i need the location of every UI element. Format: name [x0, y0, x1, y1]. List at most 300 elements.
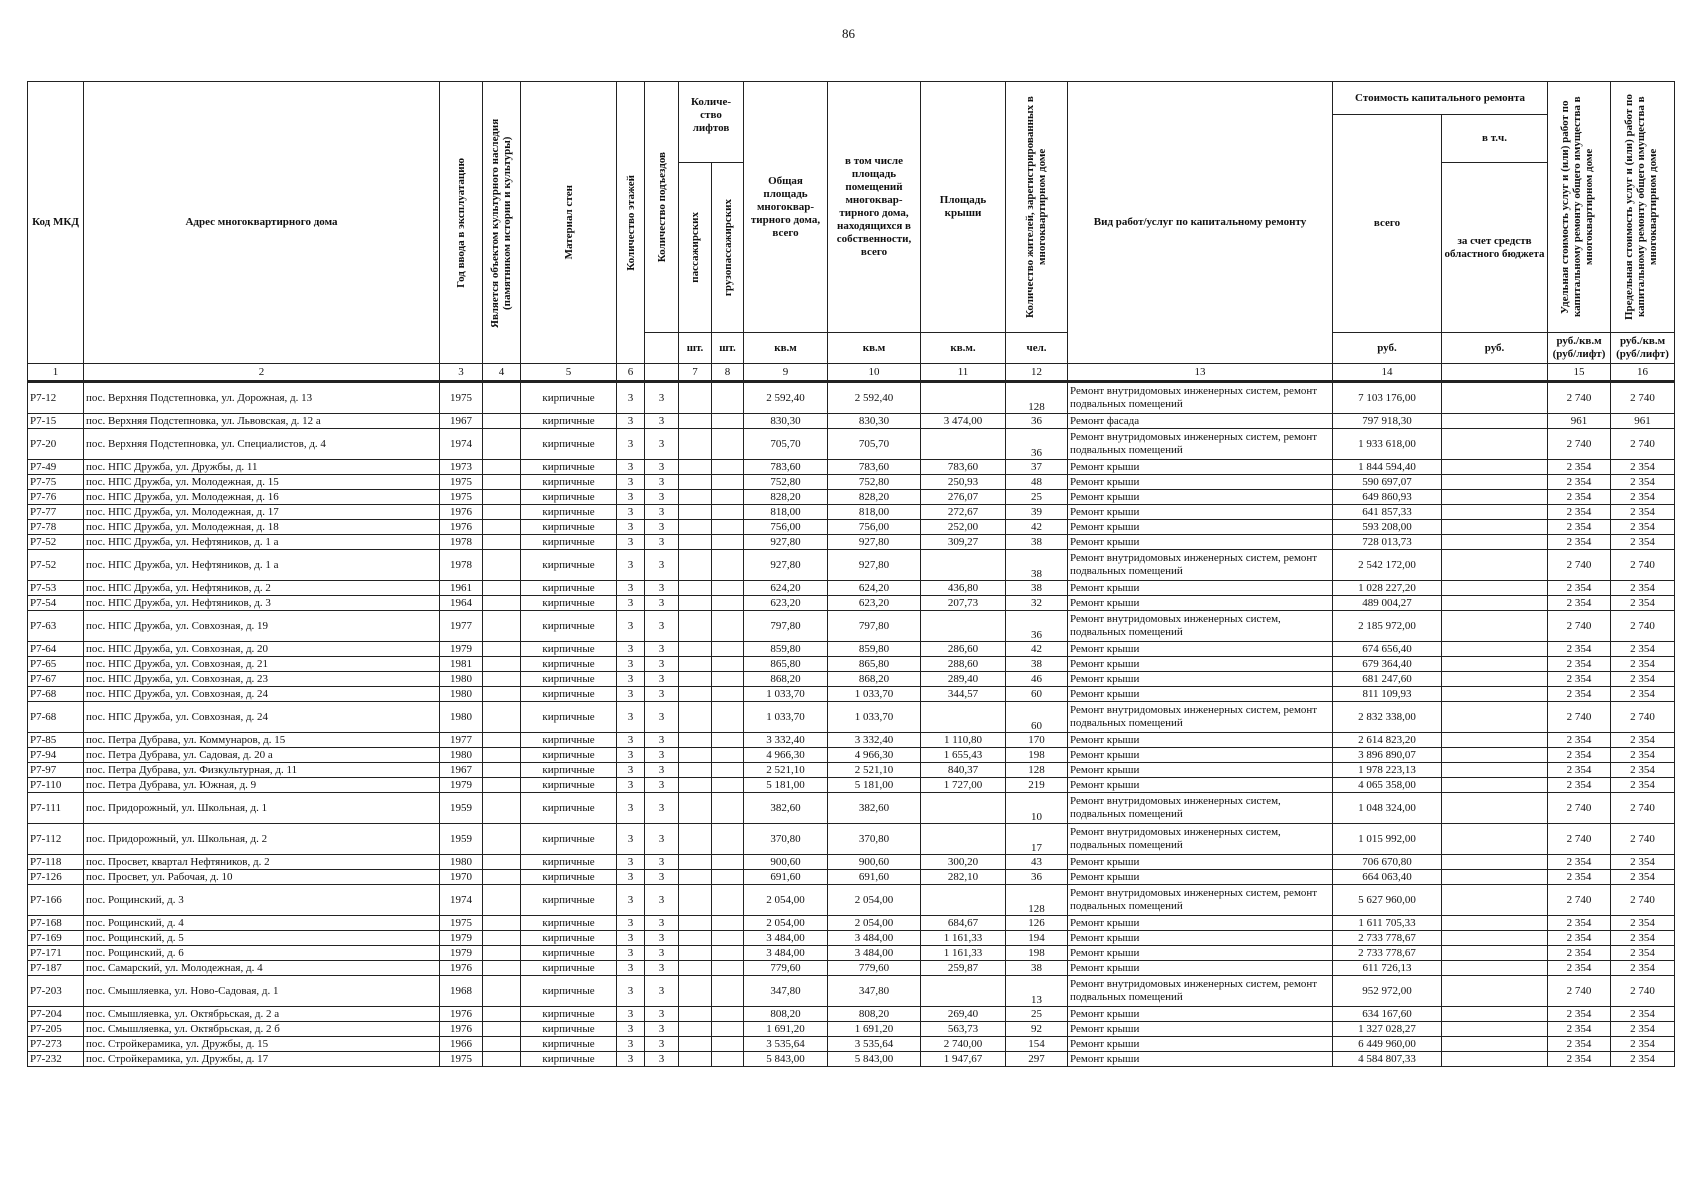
cell-work-type: Ремонт внутридомовых инженерных систем, ремонт подвальных помещений: [1068, 885, 1333, 916]
cell-residents: 194: [1006, 931, 1068, 946]
cell-address: пос. НПС Дружба, ул. Молодежная, д. 16: [84, 490, 440, 505]
cell-floors: 3: [617, 1052, 645, 1067]
cell-unit-cost: 2 354: [1548, 460, 1611, 475]
cell-lifts-pass: [679, 1007, 712, 1022]
table-row: [28, 946, 1675, 961]
cell-lifts-cargo: [712, 429, 744, 460]
cell-lifts-pass: [679, 505, 712, 520]
cell-cost-regional: [1442, 763, 1548, 778]
cell-material: кирпичные: [521, 855, 617, 870]
repair-register-table: [27, 81, 1675, 1067]
cell-roof-area: 282,10: [921, 870, 1006, 885]
cell-max-cost: 2 740: [1611, 885, 1675, 916]
table-row: [28, 748, 1675, 763]
cell-code: Р7-204: [28, 1007, 84, 1022]
cell-max-cost: 2 354: [1611, 1022, 1675, 1037]
cell-code: Р7-112: [28, 824, 84, 855]
cell-total-area: 900,60: [744, 855, 828, 870]
cell-total-area: 797,80: [744, 611, 828, 642]
cell-address: пос. НПС Дружба, ул. Нефтяников, д. 3: [84, 596, 440, 611]
cell-cost-regional: [1442, 961, 1548, 976]
cell-owned-area: 624,20: [828, 581, 921, 596]
cell-cost-regional: [1442, 1007, 1548, 1022]
cell-cost-regional: [1442, 490, 1548, 505]
cell-total-area: 3 332,40: [744, 733, 828, 748]
cell-roof-area: [921, 702, 1006, 733]
cell-floors: 3: [617, 763, 645, 778]
cell-unit-cost: 2 354: [1548, 916, 1611, 931]
cell-max-cost: 2 354: [1611, 733, 1675, 748]
cell-unit-cost: 2 740: [1548, 382, 1611, 414]
cell-work-type: Ремонт внутридомовых инженерных систем, подвальных помещений: [1068, 611, 1333, 642]
table-row: [28, 778, 1675, 793]
cell-max-cost: 2 354: [1611, 961, 1675, 976]
cell-floors: 3: [617, 460, 645, 475]
cell-material: кирпичные: [521, 870, 617, 885]
cell-residents: 10: [1006, 793, 1068, 824]
table-row: [28, 1007, 1675, 1022]
cell-roof-area: 252,00: [921, 520, 1006, 535]
cell-unit-cost: 2 354: [1548, 855, 1611, 870]
cell-floors: 3: [617, 702, 645, 733]
cell-lifts-cargo: [712, 505, 744, 520]
cell-residents: 38: [1006, 535, 1068, 550]
table-row: [28, 382, 1675, 414]
cell-address: пос. Стройкерамика, ул. Дружбы, д. 17: [84, 1052, 440, 1067]
cell-material: кирпичные: [521, 505, 617, 520]
cell-heritage: [483, 916, 521, 931]
cell-material: кирпичные: [521, 946, 617, 961]
cell-residents: 37: [1006, 460, 1068, 475]
cell-unit-cost: 2 354: [1548, 946, 1611, 961]
cell-heritage: [483, 946, 521, 961]
cell-work-type: Ремонт внутридомовых инженерных систем, ремонт подвальных помещений: [1068, 429, 1333, 460]
cell-max-cost: 2 354: [1611, 748, 1675, 763]
cell-max-cost: 2 354: [1611, 475, 1675, 490]
cell-cost-total: 2 542 172,00: [1333, 550, 1442, 581]
cell-lifts-pass: [679, 916, 712, 931]
cell-material: кирпичные: [521, 382, 617, 414]
cell-code: Р7-68: [28, 702, 84, 733]
cell-lifts-cargo: [712, 672, 744, 687]
cell-entrances: 3: [645, 946, 679, 961]
cell-roof-area: 436,80: [921, 581, 1006, 596]
cell-owned-area: 2 592,40: [828, 382, 921, 414]
cell-cost-regional: [1442, 885, 1548, 916]
cell-roof-area: [921, 429, 1006, 460]
cell-code: Р7-78: [28, 520, 84, 535]
cell-work-type: Ремонт внутридомовых инженерных систем, ремонт подвальных помещений: [1068, 976, 1333, 1007]
cell-cost-regional: [1442, 460, 1548, 475]
cell-unit-cost: 2 354: [1548, 520, 1611, 535]
cell-heritage: [483, 1022, 521, 1037]
cell-code: Р7-12: [28, 382, 84, 414]
cell-lifts-pass: [679, 382, 712, 414]
cell-code: Р7-205: [28, 1022, 84, 1037]
cell-cost-total: 3 896 890,07: [1333, 748, 1442, 763]
cell-cost-total: 674 656,40: [1333, 642, 1442, 657]
column-number: 3: [440, 364, 483, 382]
cell-cost-regional: [1442, 1052, 1548, 1067]
cell-cost-regional: [1442, 1037, 1548, 1052]
table-row: [28, 520, 1675, 535]
cell-lifts-pass: [679, 961, 712, 976]
cell-year: 1961: [440, 581, 483, 596]
table-row: [28, 702, 1675, 733]
cell-cost-total: 489 004,27: [1333, 596, 1442, 611]
header-code: Код МКД: [28, 82, 84, 364]
cell-code: Р7-53: [28, 581, 84, 596]
cell-year: 1981: [440, 657, 483, 672]
cell-roof-area: 269,40: [921, 1007, 1006, 1022]
cell-owned-area: 3 535,64: [828, 1037, 921, 1052]
table-row: [28, 763, 1675, 778]
header-lifts-pass: пассажирских: [679, 163, 712, 333]
cell-entrances: 3: [645, 550, 679, 581]
cell-total-area: 691,60: [744, 870, 828, 885]
cell-entrances: 3: [645, 1007, 679, 1022]
cell-unit-cost: 2 354: [1548, 672, 1611, 687]
cell-total-area: 1 033,70: [744, 702, 828, 733]
cell-address: пос. НПС Дружба, ул. Совхозная, д. 23: [84, 672, 440, 687]
cell-cost-regional: [1442, 702, 1548, 733]
column-number: 1: [28, 364, 84, 382]
cell-code: Р7-118: [28, 855, 84, 870]
cell-material: кирпичные: [521, 931, 617, 946]
cell-heritage: [483, 657, 521, 672]
cell-floors: 3: [617, 733, 645, 748]
cell-cost-regional: [1442, 931, 1548, 946]
cell-address: пос. Рощинский, д. 6: [84, 946, 440, 961]
cell-cost-regional: [1442, 946, 1548, 961]
cell-material: кирпичные: [521, 550, 617, 581]
cell-material: кирпичные: [521, 1022, 617, 1037]
cell-roof-area: 289,40: [921, 672, 1006, 687]
cell-max-cost: 2 354: [1611, 490, 1675, 505]
cell-roof-area: [921, 611, 1006, 642]
cell-unit-cost: 2 354: [1548, 763, 1611, 778]
cell-cost-total: 590 697,07: [1333, 475, 1442, 490]
cell-heritage: [483, 733, 521, 748]
cell-lifts-cargo: [712, 824, 744, 855]
cell-max-cost: 2 354: [1611, 581, 1675, 596]
cell-lifts-pass: [679, 824, 712, 855]
cell-code: Р7-94: [28, 748, 84, 763]
cell-lifts-cargo: [712, 763, 744, 778]
cell-address: пос. НПС Дружба, ул. Совхозная, д. 19: [84, 611, 440, 642]
cell-lifts-cargo: [712, 778, 744, 793]
cell-heritage: [483, 702, 521, 733]
cell-floors: 3: [617, 657, 645, 672]
cell-cost-total: 634 167,60: [1333, 1007, 1442, 1022]
header-lifts-cargo: грузопассажирских: [712, 163, 744, 333]
cell-unit-cost: 2 354: [1548, 505, 1611, 520]
cell-unit-cost: 2 740: [1548, 611, 1611, 642]
cell-lifts-pass: [679, 581, 712, 596]
cell-residents: 198: [1006, 748, 1068, 763]
cell-code: Р7-232: [28, 1052, 84, 1067]
header-material: Материал стен: [521, 82, 617, 364]
cell-cost-total: 728 013,73: [1333, 535, 1442, 550]
cell-unit-cost: 2 740: [1548, 550, 1611, 581]
cell-code: Р7-52: [28, 535, 84, 550]
cell-lifts-cargo: [712, 382, 744, 414]
cell-heritage: [483, 976, 521, 1007]
cell-residents: 126: [1006, 916, 1068, 931]
cell-cost-regional: [1442, 855, 1548, 870]
table-row: [28, 550, 1675, 581]
cell-owned-area: 756,00: [828, 520, 921, 535]
cell-roof-area: 684,67: [921, 916, 1006, 931]
cell-work-type: Ремонт крыши: [1068, 581, 1333, 596]
cell-material: кирпичные: [521, 1007, 617, 1022]
cell-floors: 3: [617, 976, 645, 1007]
cell-year: 1974: [440, 885, 483, 916]
cell-entrances: 3: [645, 657, 679, 672]
cell-material: кирпичные: [521, 657, 617, 672]
cell-floors: 3: [617, 672, 645, 687]
cell-material: кирпичные: [521, 885, 617, 916]
cell-material: кирпичные: [521, 687, 617, 702]
cell-code: Р7-75: [28, 475, 84, 490]
cell-cost-regional: [1442, 520, 1548, 535]
cell-year: 1976: [440, 505, 483, 520]
table-row: [28, 581, 1675, 596]
cell-roof-area: 288,60: [921, 657, 1006, 672]
cell-floors: 3: [617, 855, 645, 870]
cell-roof-area: 2 740,00: [921, 1037, 1006, 1052]
cell-heritage: [483, 475, 521, 490]
cell-lifts-pass: [679, 1037, 712, 1052]
cell-address: пос. Стройкерамика, ул. Дружбы, д. 15: [84, 1037, 440, 1052]
cell-year: 1975: [440, 916, 483, 931]
cell-cost-total: 5 627 960,00: [1333, 885, 1442, 916]
cell-owned-area: 927,80: [828, 535, 921, 550]
cell-total-area: 752,80: [744, 475, 828, 490]
table-row: [28, 1052, 1675, 1067]
cell-year: 1976: [440, 961, 483, 976]
cell-heritage: [483, 961, 521, 976]
cell-total-area: 1 033,70: [744, 687, 828, 702]
cell-owned-area: 797,80: [828, 611, 921, 642]
cell-year: 1970: [440, 870, 483, 885]
cell-entrances: 3: [645, 611, 679, 642]
cell-entrances: 3: [645, 931, 679, 946]
cell-lifts-cargo: [712, 611, 744, 642]
cell-lifts-cargo: [712, 475, 744, 490]
table-row: [28, 1037, 1675, 1052]
cell-max-cost: 2 740: [1611, 702, 1675, 733]
cell-max-cost: 2 354: [1611, 672, 1675, 687]
cell-residents: 170: [1006, 733, 1068, 748]
cell-work-type: Ремонт крыши: [1068, 763, 1333, 778]
cell-entrances: 3: [645, 855, 679, 870]
cell-material: кирпичные: [521, 414, 617, 429]
cell-residents: 60: [1006, 702, 1068, 733]
cell-work-type: Ремонт крыши: [1068, 672, 1333, 687]
cell-work-type: Ремонт крыши: [1068, 855, 1333, 870]
cell-year: 1976: [440, 1022, 483, 1037]
table-row: [28, 414, 1675, 429]
table-row: [28, 824, 1675, 855]
cell-address: пос. Петра Дубрава, ул. Коммунаров, д. 15: [84, 733, 440, 748]
cell-work-type: Ремонт внутридомовых инженерных систем, ремонт подвальных помещений: [1068, 550, 1333, 581]
column-number: 9: [744, 364, 828, 382]
table-row: [28, 885, 1675, 916]
cell-roof-area: 1 161,33: [921, 946, 1006, 961]
cell-owned-area: 2 521,10: [828, 763, 921, 778]
cell-lifts-pass: [679, 535, 712, 550]
cell-entrances: 3: [645, 1037, 679, 1052]
cell-cost-total: 1 015 992,00: [1333, 824, 1442, 855]
cell-code: Р7-97: [28, 763, 84, 778]
cell-cost-total: 664 063,40: [1333, 870, 1442, 885]
cell-unit-cost: 961: [1548, 414, 1611, 429]
cell-unit-cost: 2 354: [1548, 733, 1611, 748]
cell-total-area: 370,80: [744, 824, 828, 855]
cell-lifts-pass: [679, 414, 712, 429]
cell-year: 1959: [440, 824, 483, 855]
cell-unit-cost: 2 354: [1548, 596, 1611, 611]
cell-heritage: [483, 870, 521, 885]
cell-material: кирпичные: [521, 520, 617, 535]
cell-year: 1977: [440, 733, 483, 748]
cell-roof-area: 3 474,00: [921, 414, 1006, 429]
cell-heritage: [483, 763, 521, 778]
cell-code: Р7-20: [28, 429, 84, 460]
cell-owned-area: 1 033,70: [828, 702, 921, 733]
table-row: [28, 672, 1675, 687]
header-max-cost: Предельная стоимость услуг и (или) работ по капитальному ремонту общего имущества в многоквартирном доме: [1611, 82, 1675, 333]
table-row: [28, 931, 1675, 946]
cell-cost-regional: [1442, 976, 1548, 1007]
cell-material: кирпичные: [521, 490, 617, 505]
cell-work-type: Ремонт крыши: [1068, 778, 1333, 793]
cell-unit-cost: 2 354: [1548, 870, 1611, 885]
unit-residents: чел.: [1006, 333, 1068, 364]
cell-entrances: 3: [645, 1022, 679, 1037]
cell-owned-area: 2 054,00: [828, 916, 921, 931]
cell-address: пос. НПС Дружба, ул. Совхозная, д. 24: [84, 687, 440, 702]
cell-lifts-cargo: [712, 793, 744, 824]
cell-address: пос. Смышляевка, ул. Ново-Садовая, д. 1: [84, 976, 440, 1007]
table-row: [28, 855, 1675, 870]
cell-unit-cost: 2 740: [1548, 793, 1611, 824]
cell-cost-regional: [1442, 429, 1548, 460]
cell-work-type: Ремонт крыши: [1068, 870, 1333, 885]
cell-max-cost: 961: [1611, 414, 1675, 429]
cell-floors: 3: [617, 1022, 645, 1037]
unit-total-area: кв.м: [744, 333, 828, 364]
cell-address: пос. Петра Дубрава, ул. Южная, д. 9: [84, 778, 440, 793]
cell-work-type: Ремонт внутридомовых инженерных систем, подвальных помещений: [1068, 824, 1333, 855]
cell-code: Р7-76: [28, 490, 84, 505]
cell-cost-regional: [1442, 733, 1548, 748]
cell-code: Р7-110: [28, 778, 84, 793]
cell-max-cost: 2 354: [1611, 642, 1675, 657]
table-row: [28, 490, 1675, 505]
cell-address: пос. НПС Дружба, ул. Нефтяников, д. 1 а: [84, 535, 440, 550]
cell-max-cost: 2 354: [1611, 946, 1675, 961]
cell-material: кирпичные: [521, 642, 617, 657]
cell-material: кирпичные: [521, 475, 617, 490]
cell-floors: 3: [617, 916, 645, 931]
table-row: [28, 460, 1675, 475]
cell-roof-area: 250,93: [921, 475, 1006, 490]
cell-total-area: 859,80: [744, 642, 828, 657]
cell-cost-total: 4 584 807,33: [1333, 1052, 1442, 1067]
cell-entrances: 3: [645, 535, 679, 550]
cell-owned-area: 783,60: [828, 460, 921, 475]
cell-heritage: [483, 520, 521, 535]
cell-material: кирпичные: [521, 596, 617, 611]
cell-year: 1980: [440, 748, 483, 763]
cell-code: Р7-77: [28, 505, 84, 520]
cell-address: пос. Смышляевка, ул. Октябрьская, д. 2 б: [84, 1022, 440, 1037]
table-row: [28, 657, 1675, 672]
cell-cost-regional: [1442, 505, 1548, 520]
cell-year: 1975: [440, 1052, 483, 1067]
cell-work-type: Ремонт крыши: [1068, 687, 1333, 702]
cell-residents: 92: [1006, 1022, 1068, 1037]
cell-cost-total: 797 918,30: [1333, 414, 1442, 429]
cell-total-area: 4 966,30: [744, 748, 828, 763]
cell-address: пос. НПС Дружба, ул. Молодежная, д. 17: [84, 505, 440, 520]
cell-material: кирпичные: [521, 702, 617, 733]
cell-material: кирпичные: [521, 429, 617, 460]
cell-code: Р7-63: [28, 611, 84, 642]
cell-year: 1976: [440, 1007, 483, 1022]
cell-address: пос. НПС Дружба, ул. Молодежная, д. 18: [84, 520, 440, 535]
table-row: [28, 916, 1675, 931]
cell-total-area: 808,20: [744, 1007, 828, 1022]
cell-residents: 219: [1006, 778, 1068, 793]
cell-max-cost: 2 740: [1611, 976, 1675, 1007]
cell-material: кирпичные: [521, 793, 617, 824]
cell-material: кирпичные: [521, 824, 617, 855]
cell-max-cost: 2 354: [1611, 1007, 1675, 1022]
cell-lifts-cargo: [712, 916, 744, 931]
cell-code: Р7-126: [28, 870, 84, 885]
cell-entrances: 3: [645, 763, 679, 778]
cell-cost-total: 641 857,33: [1333, 505, 1442, 520]
cell-owned-area: 705,70: [828, 429, 921, 460]
cell-address: пос. Верхняя Подстепновка, ул. Львовская, д. 12 а: [84, 414, 440, 429]
cell-lifts-cargo: [712, 535, 744, 550]
unit-max-cost: руб./кв.м (руб/лифт): [1611, 333, 1675, 364]
cell-total-area: 927,80: [744, 535, 828, 550]
cell-lifts-pass: [679, 1022, 712, 1037]
cell-entrances: 3: [645, 460, 679, 475]
header-heritage: Является объектом культурного наследия (памятником истории и культуры): [483, 82, 521, 364]
cell-lifts-pass: [679, 672, 712, 687]
cell-total-area: 818,00: [744, 505, 828, 520]
cell-material: кирпичные: [521, 961, 617, 976]
cell-lifts-pass: [679, 976, 712, 1007]
cell-cost-regional: [1442, 414, 1548, 429]
unit-cost-total: руб.: [1333, 333, 1442, 364]
cell-roof-area: [921, 793, 1006, 824]
cell-lifts-pass: [679, 778, 712, 793]
cell-entrances: 3: [645, 596, 679, 611]
cell-floors: 3: [617, 581, 645, 596]
cell-entrances: 3: [645, 793, 679, 824]
cell-address: пос. НПС Дружба, ул. Дружбы, д. 11: [84, 460, 440, 475]
header-total-area: Общая площадь многоквар-тирного дома, всего: [744, 82, 828, 333]
cell-cost-regional: [1442, 657, 1548, 672]
cell-lifts-cargo: [712, 733, 744, 748]
cell-residents: 297: [1006, 1052, 1068, 1067]
